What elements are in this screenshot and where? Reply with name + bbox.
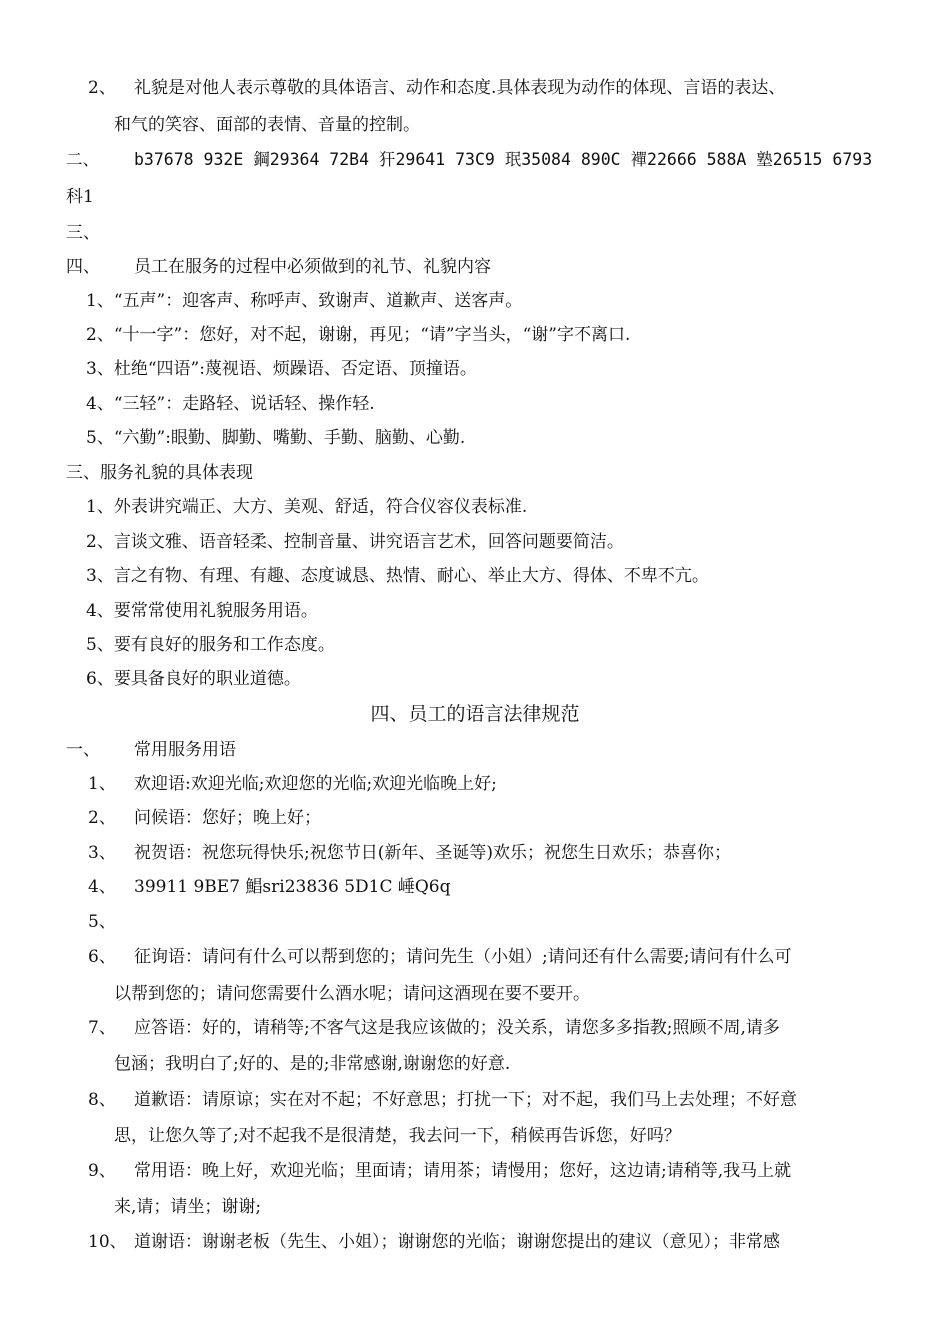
phrase-item xyxy=(88,875,451,899)
item-text: 问候语：您好；晚上好； xyxy=(134,808,321,828)
item-text: 欢迎语:欢迎光临;欢迎您的光临;欢迎光临晚上好; xyxy=(134,774,497,794)
section-3-empty: 三、 xyxy=(66,223,100,243)
item-text: 道谢语：谢谢老板（先生、小姐）；谢谢您的光临；谢谢您提出的建议（意见）；非常感 xyxy=(134,1232,780,1252)
list-item: 5、“六勤”:眼勤、脚勤、嘴勤、手勤、脑勤、心勤. xyxy=(86,428,466,448)
list-item: 2、言谈文雅、语音轻柔、控制音量、讲究语言艺术，回答问题要简洁。 xyxy=(86,532,624,552)
list-item: 2、“十一字”：您好，对不起，谢谢，再见；“请”字当头，“谢”字不离口. xyxy=(86,325,631,345)
item-text: 礼貌是对他人表示尊敬的具体语言、动作和态度.具体表现为动作的体现、言语的表达、 xyxy=(134,78,786,98)
item-number: 2、 xyxy=(88,78,116,98)
phrase-item xyxy=(88,910,134,934)
item-number: 1、 xyxy=(88,774,116,794)
item-number: 7、 xyxy=(88,1018,116,1038)
list-item: 6、要具备良好的职业道德。 xyxy=(86,669,301,689)
item-number: 3、 xyxy=(88,843,116,863)
list-item: 3、言之有物、有理、有趣、态度诚恳、热情、耐心、举止大方、得体、不卑不亢。 xyxy=(86,566,709,586)
item-number: 5、 xyxy=(88,912,116,932)
subsection-1-heading xyxy=(66,738,236,762)
section-number: 一、 xyxy=(66,740,100,760)
chapter-title: 四、员工的语言法律规范 xyxy=(370,703,580,725)
item-2-line-2: 和气的笑容、面部的表情、音量的控制。 xyxy=(114,115,420,135)
item-number: 8、 xyxy=(88,1090,116,1110)
phrase-item-continued: 包涵；我明白了;好的、是的;非常感谢,谢谢您的好意. xyxy=(114,1054,511,1074)
list-item: 1、“五声”：迎客声、称呼声、致谢声、道歉声、送客声。 xyxy=(86,291,523,311)
phrase-item xyxy=(88,1088,797,1112)
list-item: 4、“三轻”：走路轻、说话轻、操作轻. xyxy=(86,394,375,414)
section-title: 常用服务用语 xyxy=(134,740,236,760)
item-number: 10、 xyxy=(88,1232,127,1252)
section-title: 员工在服务的过程中必须做到的礼节、礼貌内容 xyxy=(134,257,491,277)
section-number: 二、 xyxy=(66,150,99,169)
section-number: 四、 xyxy=(66,257,100,277)
item-text: 祝贺语：祝您玩得快乐;祝您节日(新年、圣诞等)欢乐；祝您生日欢乐；恭喜你； xyxy=(134,843,731,863)
item-text: 道歉语：请原谅；实在对不起；不好意思；打扰一下；对不起，我们马上去处理；不好意 xyxy=(134,1090,797,1110)
phrase-item xyxy=(88,945,791,969)
item-text: 常用语：晚上好，欢迎光临；里面请；请用茶；请慢用；您好，这边请;请稍等,我马上就 xyxy=(134,1161,792,1181)
phrase-item xyxy=(88,772,497,796)
phrase-item xyxy=(88,1159,791,1183)
phrase-item-continued: 来,请；请坐；谢谢; xyxy=(114,1197,262,1217)
item-text: 应答语：好的，请稍等;不客气这是我应该做的；没关系，请您多多指教;照顾不周,请多 xyxy=(134,1018,780,1038)
section-4-heading xyxy=(66,255,491,279)
list-item: 5、要有良好的服务和工作态度。 xyxy=(86,635,335,655)
item-text: 39911 9BE7 鯧sri23836 5D1C 崜Q6q xyxy=(134,877,451,897)
phrase-item-continued: 以帮到您的；请问您需要什么酒水呢；请问这酒现在要不要开。 xyxy=(114,984,590,1004)
item-number: 4、 xyxy=(88,877,116,897)
item-text: 征询语：请问有什么可以帮到您的；请问先生（小姐）;请问还有什么需要;请问有什么可 xyxy=(134,947,792,967)
list-item: 1、外表讲究端正、大方、美观、舒适，符合仪容仪表标准. xyxy=(86,497,528,517)
item-number: 2、 xyxy=(88,808,116,828)
phrase-item xyxy=(88,1016,780,1040)
section-2-line-2: 科1 xyxy=(66,187,94,207)
item-number: 9、 xyxy=(88,1161,116,1181)
section-3b-heading: 三、服务礼貌的具体表现 xyxy=(66,463,253,483)
phrase-item xyxy=(88,841,731,865)
phrase-item xyxy=(88,806,321,830)
phrase-item-continued: 思，让您久等了;对不起我不是很清楚，我去问一下，稍候再告诉您，好吗？ xyxy=(114,1126,681,1146)
section-text: b37678 932E 鋼29364 72B4 犴29641 73C9 珉35084 890C 襌22666 588A 塾26515 6793 xyxy=(134,150,873,169)
item-2-line-1 xyxy=(88,76,785,100)
section-2-line-1 xyxy=(66,148,872,172)
list-item: 4、要常常使用礼貌服务用语。 xyxy=(86,601,318,621)
list-item: 3、杜绝“四语”:蔑视语、烦躁语、否定语、顶撞语。 xyxy=(86,359,477,379)
phrase-item xyxy=(88,1230,780,1254)
item-number: 6、 xyxy=(88,947,116,967)
